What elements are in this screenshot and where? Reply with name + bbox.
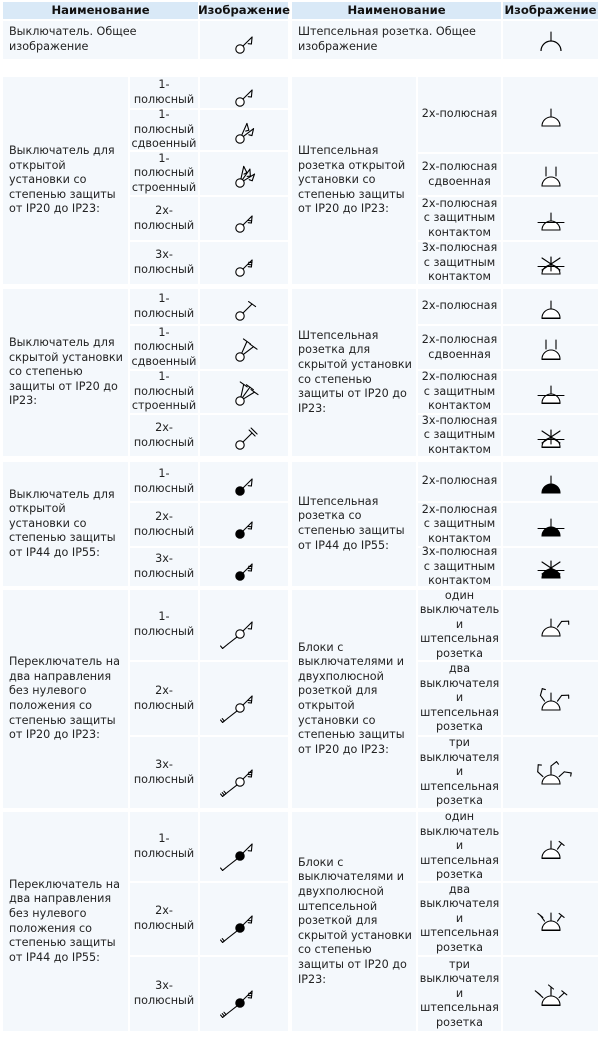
variant-label: 2х-полюсная сдвоенная xyxy=(421,159,498,188)
variant-label: 1-полюсный сдвоенный xyxy=(131,325,197,368)
switch-open-1pole-double-icon xyxy=(226,111,262,149)
switch-open-1pole-triple-icon xyxy=(226,155,262,193)
right-variant xyxy=(418,545,501,588)
left-group-name xyxy=(3,590,128,808)
switch-open-2pole-icon xyxy=(226,200,262,238)
variant-label: три выключателя и штепсельная розетка xyxy=(419,957,500,1029)
variant-label: 2х-полюсный xyxy=(133,420,195,449)
group-label: Штепсельная розетка открытой установки со степенью защиты от IP20 до IP23: xyxy=(298,144,406,216)
switch-hidden-1pole-double-icon xyxy=(226,329,262,367)
variant-label: 1-полюсный сдвоенный xyxy=(131,108,197,151)
variant-label: один выключатель и штепсельная розетка xyxy=(419,810,500,882)
group-label: Выключатель для скрытой установки со степенью защиты от IP20 до IP23: xyxy=(9,336,123,408)
left-variant-image xyxy=(200,548,288,586)
right-variant-image xyxy=(503,883,598,955)
group-label: Штепсельная розетка со степенью защиты от IP44 до IP55: xyxy=(298,494,405,552)
general-label: Выключатель. Общее изображение xyxy=(9,25,137,53)
variant-label: 2х-полюсный xyxy=(133,509,195,538)
switch-open-3pole-icon xyxy=(226,244,262,282)
right-variant-image xyxy=(503,548,598,586)
left-variant xyxy=(130,371,198,413)
variant-label: 3х-полюсная с защитным контактом xyxy=(421,545,498,588)
variant-label: 1-полюсный строенный xyxy=(131,151,197,194)
left-variant-image xyxy=(200,462,288,501)
header-name-left xyxy=(3,2,198,19)
right-variant xyxy=(418,662,501,735)
right-variant-image xyxy=(503,415,598,456)
socket-ip44-2pole-icon xyxy=(533,463,569,501)
right-general-image xyxy=(503,21,598,59)
left-variant-image xyxy=(200,415,288,456)
left-variant-image xyxy=(200,197,288,240)
variant-label: 3х-полюсная с защитным контактом xyxy=(421,413,498,456)
left-group-name xyxy=(3,812,128,1031)
changeover-ip44-2pole-icon xyxy=(226,900,262,938)
socket-hidden-2pole-double-icon xyxy=(533,329,569,367)
variant-label: 2х-полюсная xyxy=(421,474,498,488)
right-variant xyxy=(418,883,501,955)
right-variant-image xyxy=(503,154,598,195)
block-hidden-2switch-icon xyxy=(533,900,569,938)
right-variant xyxy=(418,462,501,501)
left-group-name xyxy=(3,462,128,586)
group-label: Переключатель на два направления без нулевого положения со степенью защиты от IP20 до IP23: xyxy=(9,655,120,742)
right-group-name xyxy=(292,462,416,586)
variant-label: два выключателя и штепсельная розетка xyxy=(419,882,500,954)
right-variant-image xyxy=(503,242,598,284)
column-header: Наименование xyxy=(51,3,150,18)
right-variant-image xyxy=(503,737,598,808)
left-variant xyxy=(130,326,198,369)
left-variant xyxy=(130,110,198,150)
left-variant-image xyxy=(200,590,288,660)
socket-open-2pole-ground-icon xyxy=(533,200,569,238)
group-label: Штепсельная розетка для скрытой установки со степенью защиты от IP20 до IP23: xyxy=(298,328,412,415)
block-open-2switch-icon xyxy=(533,680,569,718)
right-variant xyxy=(418,590,501,660)
variant-label: 2х-полюсная xyxy=(421,299,498,313)
left-variant-image xyxy=(200,812,288,881)
left-variant xyxy=(130,77,198,108)
left-variant xyxy=(130,737,198,808)
group-label: Выключатель для открытой установки со степенью защиты от IP20 до IP23: xyxy=(9,144,116,216)
left-variant xyxy=(130,812,198,881)
right-variant-image xyxy=(503,503,598,546)
variant-label: 3х-полюсный xyxy=(133,248,195,276)
column-header: Изображение xyxy=(197,3,291,18)
left-variant xyxy=(130,462,198,501)
left-variant-image xyxy=(200,503,288,546)
left-variant-image xyxy=(200,883,288,955)
variant-label: 2х-полюсный xyxy=(133,203,195,232)
left-variant-image xyxy=(200,737,288,808)
variant-label: 2х-полюсный xyxy=(133,904,195,932)
left-variant-image xyxy=(200,242,288,284)
right-variant-image xyxy=(503,326,598,369)
column-header: Наименование xyxy=(347,3,446,18)
group-label: Блоки с выключателями и двухполюсной штепсельной розеткой для скрытой установки со степенью защиты от IP20 до IP23: xyxy=(298,855,412,986)
header-name-right xyxy=(292,2,501,19)
left-variant-image xyxy=(200,289,288,324)
left-variant-image xyxy=(200,371,288,413)
variant-label: 2х-полюсная с защитным контактом xyxy=(421,370,498,413)
column-header: Изображение xyxy=(504,3,597,18)
right-variant-image xyxy=(503,289,598,324)
variant-label: 3х-полюсный xyxy=(133,552,195,580)
right-variant xyxy=(418,371,501,413)
right-variant xyxy=(418,77,501,152)
block-hidden-1switch-icon xyxy=(533,828,569,866)
changeover-3pole-icon xyxy=(226,754,262,792)
header-image-right xyxy=(503,2,598,19)
variant-label: 1-полюсный строенный xyxy=(131,370,197,413)
right-variant xyxy=(418,326,501,369)
switch-hidden-1pole-triple-icon xyxy=(226,373,262,411)
block-hidden-3switch-icon xyxy=(533,975,569,1013)
left-variant xyxy=(130,548,198,586)
switch-hidden-1pole-icon xyxy=(226,288,262,326)
left-variant xyxy=(130,503,198,546)
group-label: Переключатель на два направления без нулевого положения со степенью защиты от IP44 до IP55: xyxy=(9,877,120,964)
left-group-name xyxy=(3,289,128,456)
right-group-name xyxy=(292,289,416,456)
left-group-name xyxy=(3,77,128,284)
variant-label: три выключателя и штепсельная розетка xyxy=(419,736,500,808)
left-variant xyxy=(130,883,198,955)
socket-ip44-2pole-ground-icon xyxy=(533,506,569,544)
right-variant-image xyxy=(503,77,598,152)
switch-general-icon xyxy=(226,21,262,59)
right-variant-image xyxy=(503,197,598,240)
group-label: Блоки с выключателями и двухполюсной розеткой для открытой установки со степенью защиты от IP20 до IP23: xyxy=(298,640,405,756)
variant-label: 2х-полюсная сдвоенная xyxy=(421,332,498,361)
right-variant xyxy=(418,154,501,195)
right-general-name xyxy=(292,21,501,59)
left-variant xyxy=(130,152,198,195)
socket-general-icon xyxy=(533,21,569,59)
socket-hidden-2pole-ground-icon xyxy=(533,373,569,411)
variant-label: 3х-полюсная с защитным контактом xyxy=(421,241,498,284)
socket-open-2pole-icon xyxy=(533,96,569,134)
changeover-1pole-icon xyxy=(226,606,262,644)
variant-label: 1-полюсный xyxy=(133,466,195,495)
socket-hidden-3pole-ground-icon xyxy=(533,417,569,455)
left-variant-image xyxy=(200,957,288,1031)
variant-label: 1-полюсный xyxy=(133,831,195,860)
left-variant xyxy=(130,415,198,456)
left-variant-image xyxy=(200,326,288,369)
variant-label: 2х-полюсная с защитным контактом xyxy=(421,196,498,239)
right-variant-image xyxy=(503,957,598,1031)
right-variant xyxy=(418,289,501,324)
right-variant xyxy=(418,197,501,240)
right-variant xyxy=(418,415,501,456)
variant-label: 1-полюсный xyxy=(133,291,195,320)
right-variant xyxy=(418,503,501,546)
left-variant xyxy=(130,662,198,735)
right-variant-image xyxy=(503,371,598,413)
group-label: Выключатель для открытой установки со степенью защиты от IP44 до IP55: xyxy=(9,487,116,559)
left-variant-image xyxy=(200,662,288,735)
changeover-2pole-icon xyxy=(226,680,262,718)
left-variant xyxy=(130,957,198,1031)
right-group-name xyxy=(292,77,416,284)
variant-label: 2х-полюсная с защитным контактом xyxy=(421,502,498,545)
switch-ip44-1pole-icon xyxy=(226,463,262,501)
switch-open-1pole-icon xyxy=(226,74,262,112)
left-variant-image xyxy=(200,77,288,108)
right-variant-image xyxy=(503,462,598,501)
right-variant-image xyxy=(503,590,598,660)
right-group-name xyxy=(292,590,416,808)
variant-label: 3х-полюсный xyxy=(133,979,195,1007)
left-variant xyxy=(130,242,198,284)
right-variant-image xyxy=(503,812,598,881)
right-variant xyxy=(418,957,501,1031)
right-variant-image xyxy=(503,662,598,735)
socket-open-2pole-double-icon xyxy=(533,156,569,194)
left-variant-image xyxy=(200,152,288,195)
right-variant xyxy=(418,737,501,808)
right-group-name xyxy=(292,812,416,1031)
variant-label: 1-полюсный xyxy=(133,77,195,106)
variant-label: один выключатель и штепсельная розетка xyxy=(419,588,500,660)
socket-ip44-3pole-ground-icon xyxy=(533,548,569,586)
left-general-image xyxy=(200,21,288,59)
socket-hidden-2pole-icon xyxy=(533,288,569,326)
switch-hidden-2pole-icon xyxy=(226,417,262,455)
socket-open-3pole-ground-icon xyxy=(533,244,569,282)
right-variant xyxy=(418,242,501,284)
variant-label: два выключателя и штепсельная розетка xyxy=(419,662,500,734)
variant-label: 2х-полюсная xyxy=(421,107,498,121)
left-variant-image xyxy=(200,110,288,150)
changeover-ip44-1pole-icon xyxy=(226,828,262,866)
left-general-name xyxy=(3,21,198,59)
variant-label: 1-полюсный xyxy=(133,610,195,638)
right-variant xyxy=(418,812,501,881)
switch-ip44-3pole-icon xyxy=(226,548,262,586)
left-variant xyxy=(130,289,198,324)
header-image-left xyxy=(197,2,291,19)
left-variant xyxy=(130,590,198,660)
variant-label: 2х-полюсный xyxy=(133,683,195,712)
variant-label: 3х-полюсный xyxy=(133,757,195,786)
switch-ip44-2pole-icon xyxy=(226,506,262,544)
block-open-3switch-icon xyxy=(533,754,569,792)
left-variant xyxy=(130,197,198,240)
block-open-1switch-icon xyxy=(533,606,569,644)
general-label: Штепсельная розетка. Общее изображение xyxy=(298,25,476,53)
changeover-ip44-3pole-icon xyxy=(226,975,262,1013)
